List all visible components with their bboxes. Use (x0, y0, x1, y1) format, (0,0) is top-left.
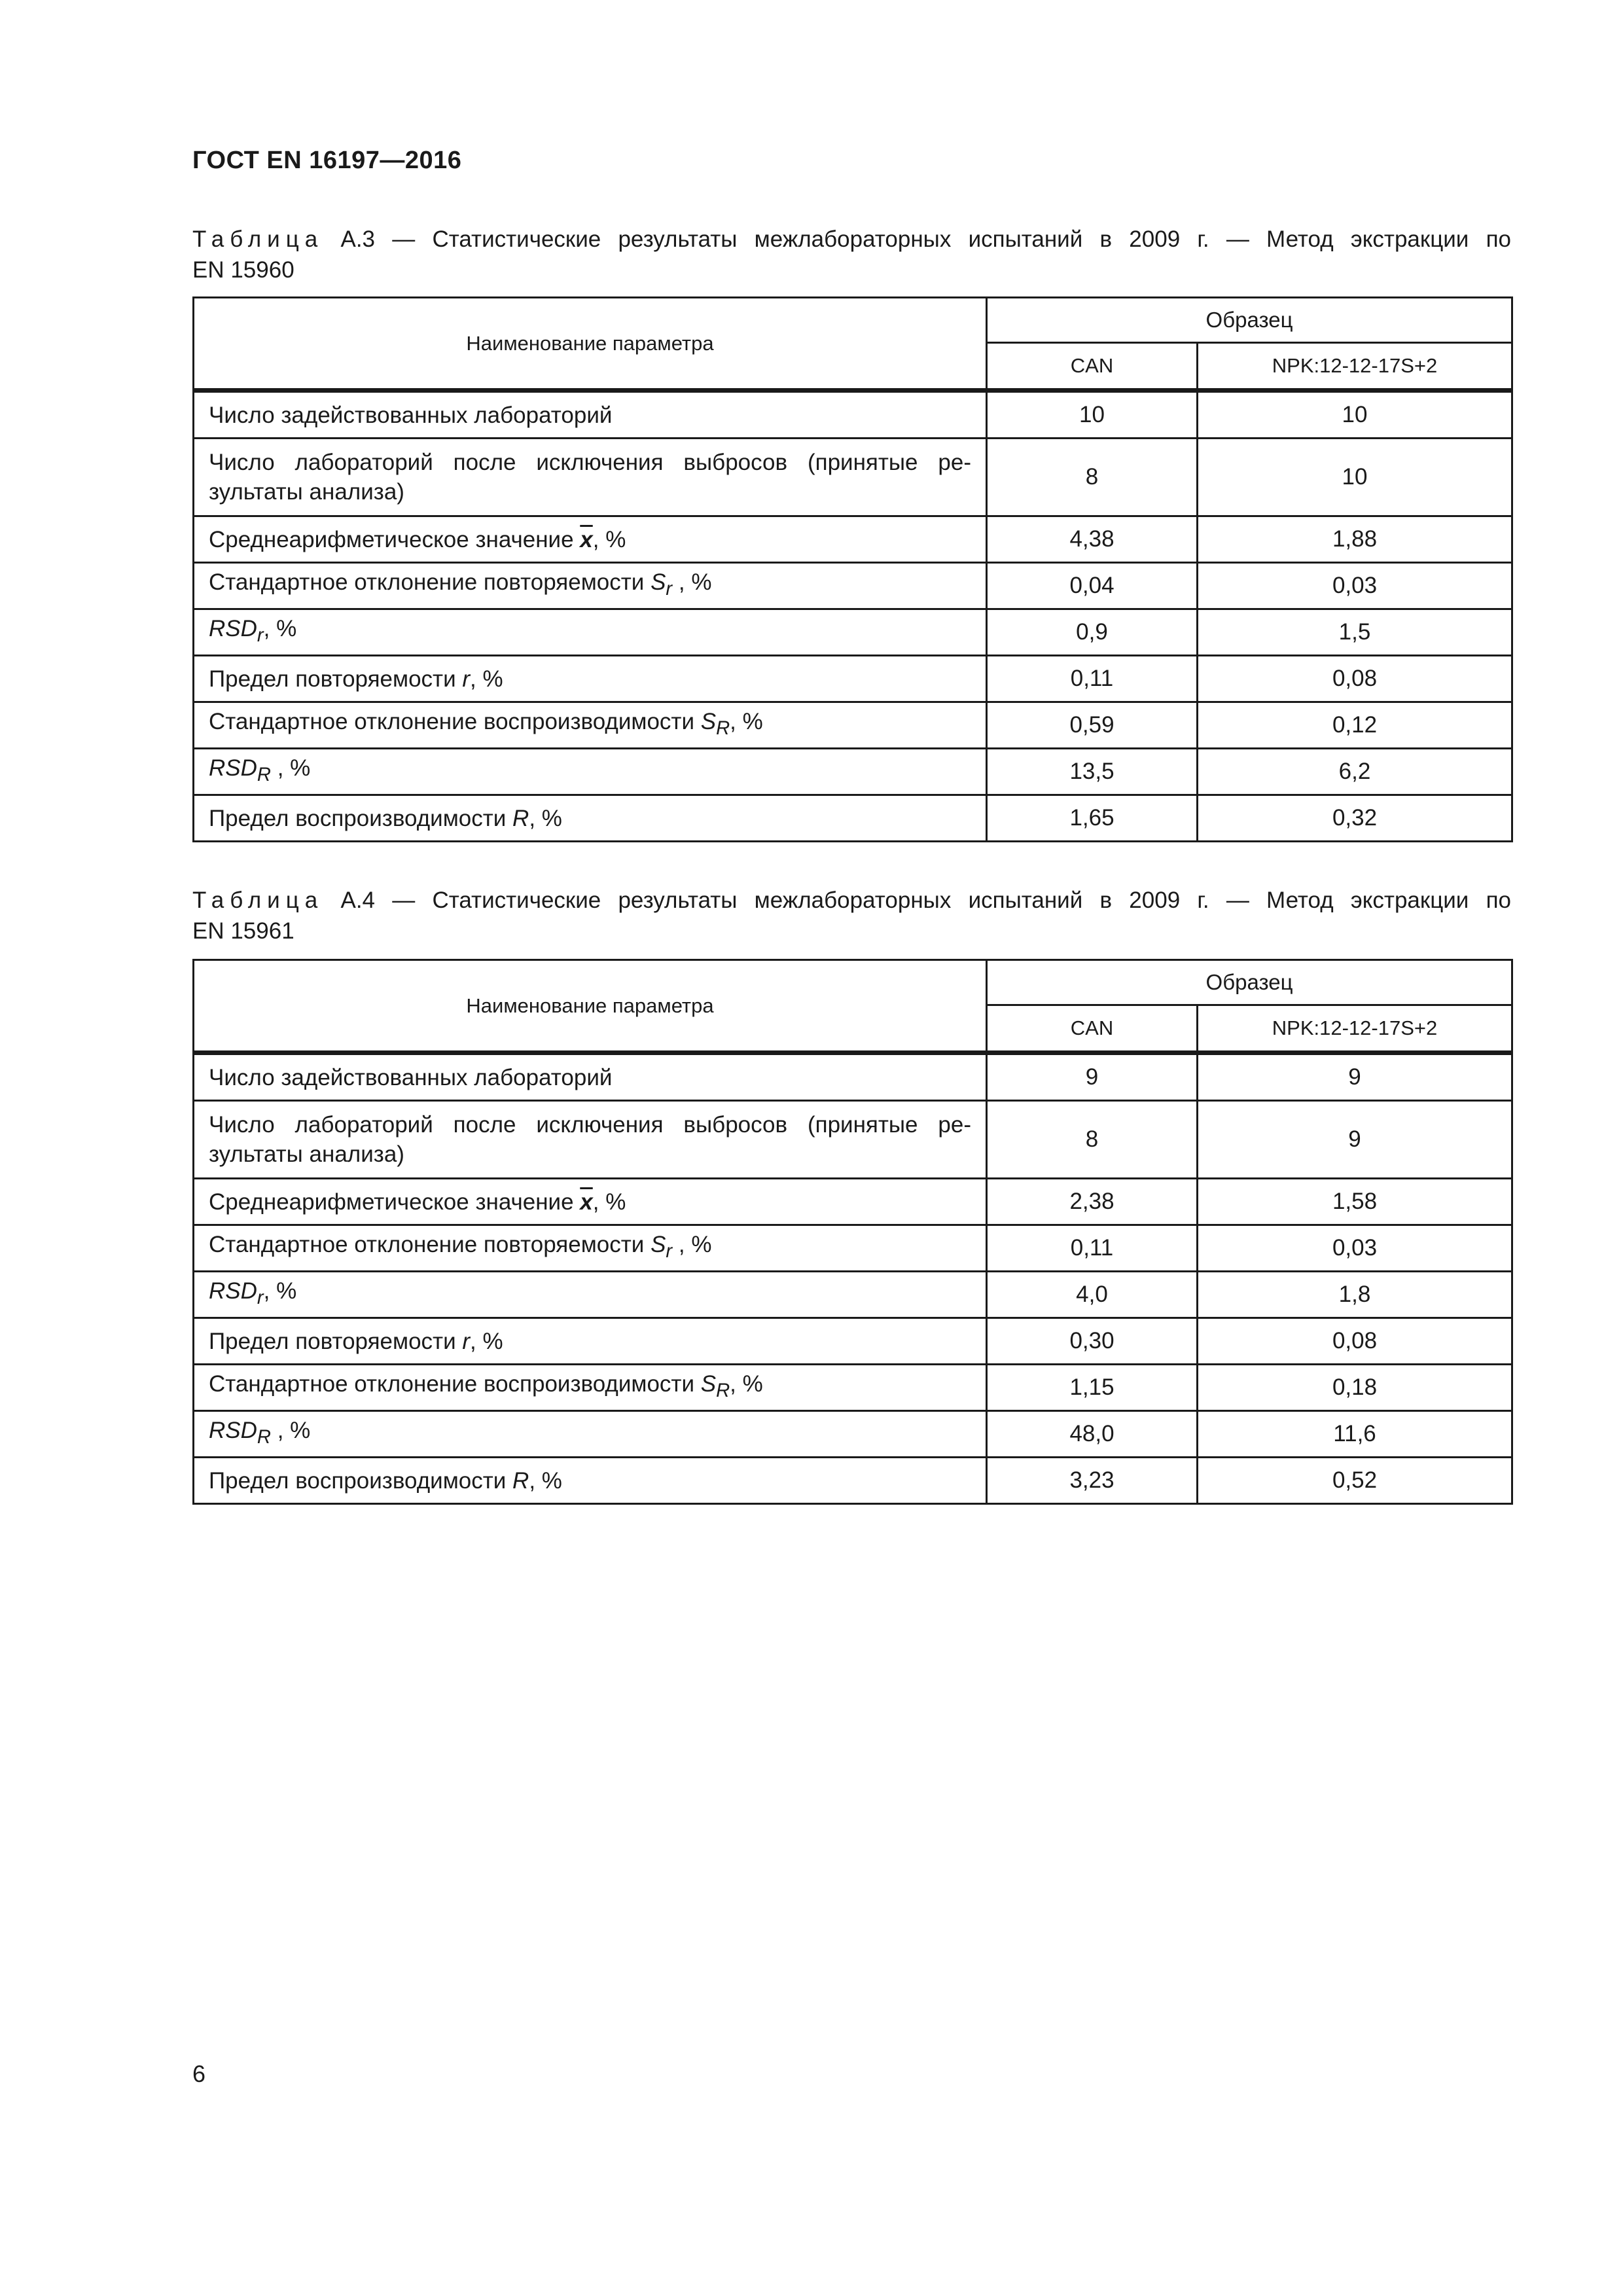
parameter-cell (194, 609, 987, 656)
table-row (194, 1318, 1512, 1365)
parameter-symbol: r (462, 666, 471, 692)
table-a3-caption: Таблица A.3 — Статистические результаты межлабораторных испытаний в 2009 г. — Метод экстракции по EN 15960 (192, 226, 1511, 283)
parameter-unit: , % (270, 755, 311, 781)
parameter-label: Стандартное отклонение воспроизводимости (209, 709, 701, 734)
header-parameter-name: Наименование параметра (194, 960, 987, 1053)
value-can: 3,23 (987, 1458, 1198, 1504)
value-can: 10 (987, 391, 1198, 439)
parameter-unit: , % (672, 1232, 712, 1257)
value-can: 0,59 (987, 702, 1198, 749)
parameter-symbol: RSD (209, 1418, 257, 1443)
parameter-cell (194, 656, 987, 702)
value-can: 4,38 (987, 516, 1198, 563)
table-row (194, 1179, 1512, 1225)
parameter-cell (194, 1179, 987, 1225)
parameter-symbol: S (651, 1232, 666, 1257)
parameter-cell (194, 702, 987, 749)
parameter-subscript: R (716, 1380, 730, 1401)
table-row (194, 1458, 1512, 1504)
table-row (194, 1365, 1512, 1411)
value-can: 0,9 (987, 609, 1198, 656)
parameter-symbol: R (512, 1467, 529, 1494)
parameter-cell (194, 1365, 987, 1411)
value-npk: 1,88 (1198, 516, 1512, 563)
value-can: 9 (987, 1053, 1198, 1101)
parameter-subscript: R (257, 1427, 271, 1448)
table-row (194, 1411, 1512, 1458)
parameter-unit: , % (672, 569, 712, 595)
header-npk: NPK:12-12-17S+2 (1198, 1005, 1512, 1053)
table-row (194, 702, 1512, 749)
table-row (194, 1101, 1512, 1179)
value-npk: 0,03 (1198, 563, 1512, 609)
value-npk: 10 (1198, 391, 1512, 439)
parameter-cell (194, 1458, 987, 1504)
parameter-cell (194, 516, 987, 563)
value-npk: 1,5 (1198, 609, 1512, 656)
parameter-unit: , % (592, 1189, 626, 1215)
parameter-cell (194, 391, 987, 439)
value-can: 0,30 (987, 1318, 1198, 1365)
value-npk: 6,2 (1198, 749, 1512, 795)
value-can: 8 (987, 1101, 1198, 1179)
table-row (194, 1225, 1512, 1272)
parameter-subscript: r (257, 625, 264, 646)
value-npk: 11,6 (1198, 1411, 1512, 1458)
header-npk: NPK:12-12-17S+2 (1198, 343, 1512, 391)
parameter-unit: , % (529, 1467, 562, 1494)
table-a4-caption: Таблица A.4 — Статистические результаты межлабораторных испытаний в 2009 г. — Метод экстракции по EN 15961 (192, 888, 1511, 944)
parameter-subscript: r (666, 1241, 673, 1262)
parameter-label: Число лабораторий после исключения выбросов (принятые ре-зультаты анализа) (209, 1112, 971, 1167)
parameter-symbol: RSD (209, 616, 257, 641)
parameter-label: Стандартное отклонение повторяемости (209, 569, 651, 595)
parameter-cell (194, 1318, 987, 1365)
parameter-label: Предел повторяемости (209, 1328, 463, 1354)
value-npk: 0,32 (1198, 795, 1512, 842)
parameter-unit: , % (263, 1278, 297, 1304)
parameter-label: Стандартное отклонение воспроизводимости (209, 1371, 701, 1397)
table-a4 (192, 959, 1513, 1505)
parameter-cell (194, 1225, 987, 1272)
value-can: 1,15 (987, 1365, 1198, 1411)
parameter-symbol: S (700, 1371, 717, 1397)
table-row (194, 749, 1512, 795)
parameter-symbol: R (512, 805, 529, 831)
value-npk: 0,18 (1198, 1365, 1512, 1411)
parameter-unit: , % (730, 1371, 763, 1397)
value-can: 48,0 (987, 1411, 1198, 1458)
parameter-label: Предел повторяемости (209, 666, 463, 692)
parameter-symbol: r (462, 1328, 471, 1354)
value-can: 0,11 (987, 656, 1198, 702)
parameter-unit: , % (263, 616, 297, 641)
parameter-symbol: $\overline{x}$ (580, 526, 593, 552)
parameter-cell (194, 1053, 987, 1101)
table-row (194, 563, 1512, 609)
table-a4-body (194, 1053, 1512, 1504)
parameter-cell (194, 1272, 987, 1318)
value-npk: 9 (1198, 1053, 1512, 1101)
parameter-label: Среднеарифметическое значение (209, 1189, 580, 1215)
parameter-symbol: S (651, 569, 666, 595)
table-row (194, 391, 1512, 439)
parameter-cell (194, 795, 987, 842)
parameter-unit: , % (270, 1418, 311, 1443)
parameter-label: Число задействованных лабораторий (209, 402, 613, 428)
table-row (194, 1053, 1512, 1101)
parameter-unit: , % (470, 666, 503, 692)
table-a3 (192, 296, 1513, 842)
parameter-label: Предел воспроизводимости (209, 805, 513, 831)
value-can: 2,38 (987, 1179, 1198, 1225)
parameter-symbol: $\overline{x}$ (580, 1189, 593, 1215)
table-row (194, 516, 1512, 563)
parameter-unit: , % (730, 709, 763, 734)
parameter-label: Стандартное отклонение повторяемости (209, 1232, 651, 1257)
parameter-cell (194, 1411, 987, 1458)
parameter-unit: , % (529, 805, 562, 831)
table-row (194, 609, 1512, 656)
value-npk: 10 (1198, 439, 1512, 516)
parameter-cell (194, 563, 987, 609)
header-can: CAN (987, 1005, 1198, 1053)
value-can: 0,11 (987, 1225, 1198, 1272)
table-row (194, 795, 1512, 842)
parameter-label: Среднеарифметическое значение (209, 526, 580, 552)
table-row (194, 439, 1512, 516)
value-can: 0,04 (987, 563, 1198, 609)
value-can: 4,0 (987, 1272, 1198, 1318)
parameter-unit: , % (592, 526, 626, 552)
parameter-subscript: r (666, 579, 673, 600)
header-can: CAN (987, 343, 1198, 391)
header-sample: Образец (987, 960, 1512, 1005)
value-npk: 0,03 (1198, 1225, 1512, 1272)
parameter-cell (194, 439, 987, 516)
page-number: 6 (192, 2060, 206, 2087)
parameter-cell (194, 749, 987, 795)
parameter-symbol: RSD (209, 755, 257, 781)
table-row (194, 1272, 1512, 1318)
parameter-subscript: R (257, 764, 271, 785)
header-parameter-name: Наименование параметра (194, 298, 987, 391)
value-npk: 9 (1198, 1101, 1512, 1179)
document-title: ГОСТ EN 16197—2016 (192, 147, 462, 174)
parameter-label: Предел воспроизводимости (209, 1467, 513, 1494)
value-npk: 0,08 (1198, 656, 1512, 702)
parameter-label: Число задействованных лабораторий (209, 1064, 613, 1090)
table-a3-body (194, 391, 1512, 842)
parameter-subscript: r (257, 1287, 264, 1308)
parameter-symbol: S (700, 709, 717, 734)
value-npk: 0,08 (1198, 1318, 1512, 1365)
parameter-subscript: R (716, 718, 730, 739)
header-sample: Образец (987, 298, 1512, 343)
value-npk: 1,58 (1198, 1179, 1512, 1225)
value-can: 1,65 (987, 795, 1198, 842)
value-can: 8 (987, 439, 1198, 516)
value-can: 13,5 (987, 749, 1198, 795)
parameter-cell (194, 1101, 987, 1179)
value-npk: 0,52 (1198, 1458, 1512, 1504)
value-npk: 1,8 (1198, 1272, 1512, 1318)
parameter-unit: , % (470, 1328, 503, 1354)
parameter-symbol: RSD (209, 1278, 257, 1304)
value-npk: 0,12 (1198, 702, 1512, 749)
parameter-label: Число лабораторий после исключения выбросов (принятые ре-зультаты анализа) (209, 450, 971, 505)
table-row (194, 656, 1512, 702)
